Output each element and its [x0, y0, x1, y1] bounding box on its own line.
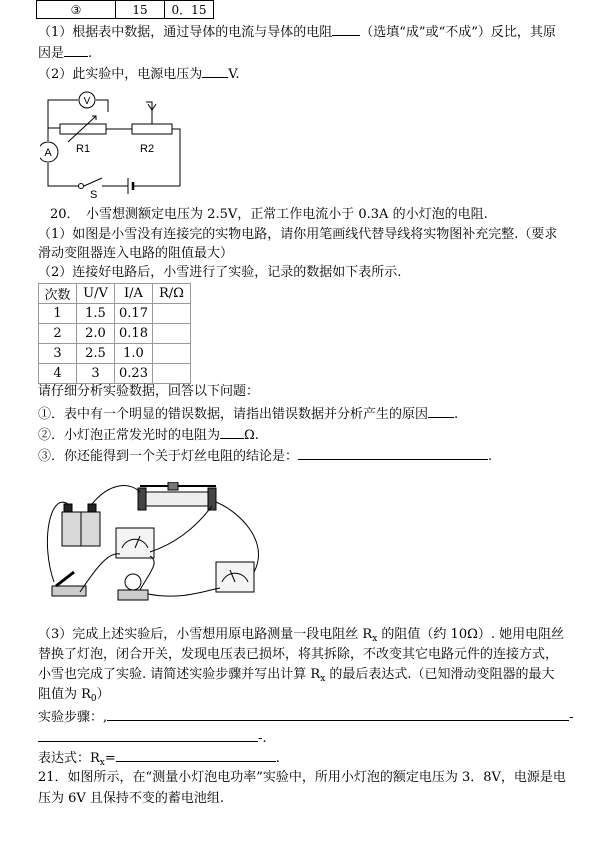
table-cell[interactable] [153, 324, 191, 344]
r2-label: R2 [140, 143, 155, 155]
data-table [38, 283, 191, 384]
q20-p1-line2: 滑动变阻器连入电路的阻值最大） [38, 246, 234, 261]
table-cell: ③ [37, 1, 116, 19]
r1-label: R1 [76, 143, 91, 155]
steps-answer-blank[interactable] [38, 728, 258, 742]
q21-line1: 21．如图所示，在“测量小灯泡电功率”实验中，所用小灯泡的额定电压为 3．8V，电源是电 [38, 770, 566, 785]
bulb-icon [125, 574, 141, 590]
table-row [39, 304, 191, 324]
column-header: 次数 [39, 284, 77, 304]
expression-answer-blank[interactable] [116, 748, 276, 762]
q20-title: 20． 小雪想测额定电压为 2.5V，正常工作电流小于 0.3A 的小灯泡的电阻. [50, 207, 488, 222]
voltmeter-label: V [83, 96, 91, 107]
steps-line1: 实验步骤：, - [38, 707, 574, 727]
q2-line: （2）此实验中，电源电压为 V. [38, 64, 240, 84]
steps-line2: -. [38, 728, 267, 748]
column-header: R/Ω [153, 284, 191, 304]
q21-line2: 压为 6V 且保持不变的蓄电池组. [38, 791, 225, 806]
table-cell: 0．15 [165, 1, 214, 19]
ammeter-label: A [44, 147, 52, 159]
physical-circuit-illustration [40, 482, 290, 612]
table-row [39, 364, 191, 384]
q1-line2: 因是 . [38, 43, 92, 63]
switch-label: S [90, 189, 98, 198]
table-cell: 0.17 [115, 304, 153, 324]
voltmeter-icon [116, 528, 154, 558]
answer-blank[interactable] [220, 425, 244, 439]
table-header-row [39, 284, 191, 304]
previous-data-table [36, 0, 214, 19]
table-cell[interactable] [153, 364, 191, 384]
answer-blank[interactable] [64, 43, 88, 57]
steps-answer-blank[interactable] [107, 707, 569, 721]
answer-blank[interactable] [332, 22, 360, 36]
table-cell: 0.23 [115, 364, 153, 384]
table-cell[interactable] [153, 304, 191, 324]
ammeter-icon [216, 562, 254, 592]
q20-p3-line4: 阻值为 $R_0$） [38, 687, 110, 704]
table-row [39, 324, 191, 344]
table-cell: 1.0 [115, 344, 153, 364]
table-row [39, 344, 191, 364]
answer-blank[interactable] [298, 446, 488, 460]
column-header: I/A [115, 284, 153, 304]
q1-line1: （1）根据表中数据，通过导体的电流与导体的电阻 （选填“成”或“不成”）反比，其原 [38, 22, 556, 42]
q20-p2: （2）连接好电路后，小雪进行了实验，记录的数据如下表所示. [38, 265, 402, 280]
table-cell: 3 [77, 364, 115, 384]
analyze-prompt: 请仔细分析实验数据，回答以下问题： [38, 384, 260, 399]
answer-blank[interactable] [428, 404, 454, 418]
table-cell: 2.0 [77, 324, 115, 344]
table-cell: 1 [39, 304, 77, 324]
table-cell[interactable] [153, 344, 191, 364]
table-cell: 2.5 [77, 344, 115, 364]
question-a1: ①．表中有一个明显的错误数据，请指出错误数据并分析产生的原因 . [38, 404, 458, 424]
answer-blank[interactable] [202, 64, 228, 78]
column-header: U/V [77, 284, 115, 304]
expression-line: 表达式：$R_x=$ . [38, 748, 280, 772]
q20-p3-line3: 小雪也完成了实验. 请简述实验步骤并写出计算 $R_x$ 的最后表达式.（已知滑动变阻器的最大 [38, 667, 555, 684]
table-row [37, 1, 214, 19]
circuit-diagram [40, 88, 190, 198]
table-cell: 0.18 [115, 324, 153, 344]
table-cell: 15 [116, 1, 165, 19]
table-cell: 2 [39, 324, 77, 344]
q20-p3-line1: （3）完成上述实验后，小雪想用原电路测量一段电阻丝 $R_x$ 的阻值（约 10Ω）. 她用电阻丝 [38, 627, 565, 644]
question-a3: ③．你还能得到一个关于灯丝电阻的结论是： . [38, 446, 492, 466]
q20-p1-line1: （1）如图是小雪没有连接完的实物电路，请你用笔画线代替导线将实物图补充完整.（要求 [38, 227, 558, 242]
rheostat-icon [144, 492, 210, 506]
table-cell: 4 [39, 364, 77, 384]
table-cell: 1.5 [77, 304, 115, 324]
question-a2: ②．小灯泡正常发光时的电阻为 Ω. [38, 425, 259, 445]
table-cell: 3 [39, 344, 77, 364]
q20-p3-line2: 替换了灯泡，闭合开关，发现电压表已损坏，将其拆除，不改变其它电路元件的连接方式， [38, 647, 559, 662]
